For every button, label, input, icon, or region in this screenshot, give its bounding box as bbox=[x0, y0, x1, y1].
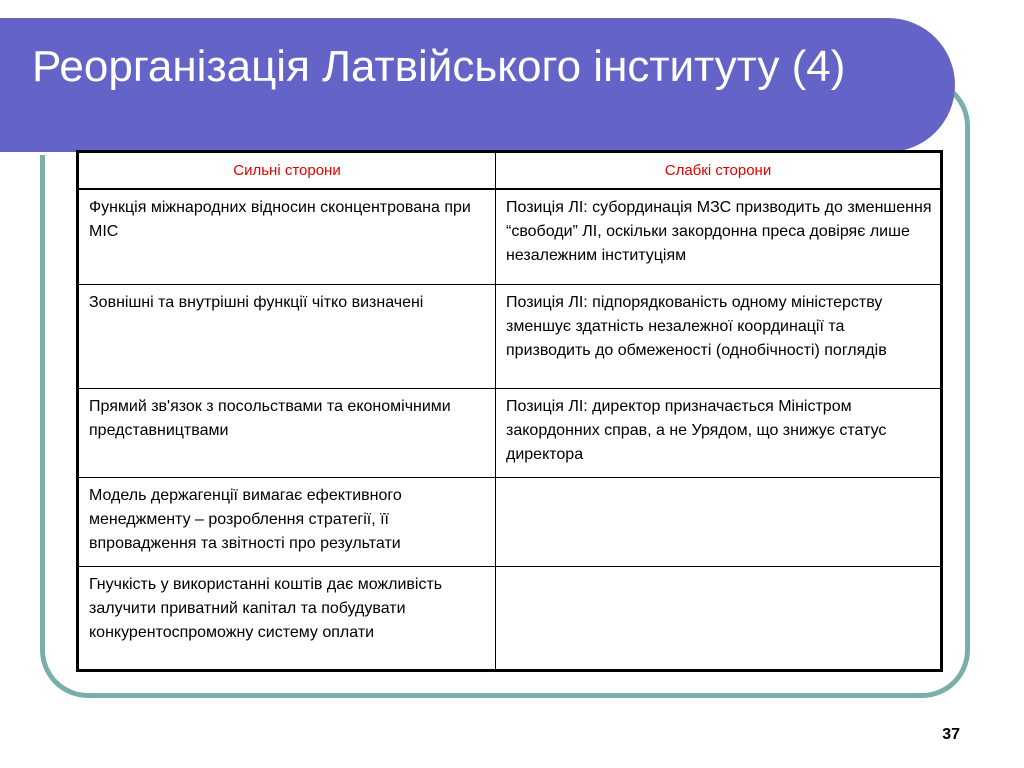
header-weaknesses: Слабкі сторони bbox=[496, 152, 942, 190]
page-number: 37 bbox=[942, 726, 960, 743]
table-header-row bbox=[78, 152, 942, 190]
weakness-cell bbox=[496, 567, 942, 671]
table-row bbox=[78, 285, 942, 389]
weakness-cell: Позиція ЛІ: субординація МЗС призводить до зменшення “свободи” ЛІ, оскільки закордонна преса довіряє лише незалежним інституціям bbox=[496, 189, 942, 285]
strength-cell: Функція міжнародних відносин сконцентрована при МІС bbox=[78, 189, 496, 285]
table-row bbox=[78, 189, 942, 285]
title-banner bbox=[0, 18, 955, 152]
weakness-cell bbox=[496, 478, 942, 567]
weakness-cell: Позиція ЛІ: підпорядкованість одному міністерству зменшує здатність незалежної координації та призводить до обмеженості (однобічності) поглядів bbox=[496, 285, 942, 389]
weakness-cell: Позиція ЛІ: директор призначається Міністром закордонних справ, а не Урядом, що знижує статус директора bbox=[496, 389, 942, 478]
strength-cell: Гнучкість у використанні коштів дає можливість залучити приватний капітал та побудувати конкурентоспроможну систему оплати bbox=[78, 567, 496, 671]
strength-cell: Прямий зв'язок з посольствами та економічними представництвами bbox=[78, 389, 496, 478]
table-row bbox=[78, 567, 942, 671]
strength-cell: Модель держагенції вимагає ефективного менеджменту – розроблення стратегії, її впровадження та звітності про результати bbox=[78, 478, 496, 567]
slide-title: Реорганізація Латвійського інституту (4) bbox=[32, 42, 846, 91]
strength-cell: Зовнішні та внутрішні функції чітко визначені bbox=[78, 285, 496, 389]
table-row bbox=[78, 389, 942, 478]
table-row bbox=[78, 478, 942, 567]
swot-table bbox=[76, 150, 943, 672]
header-strengths: Сильні сторони bbox=[78, 152, 496, 190]
